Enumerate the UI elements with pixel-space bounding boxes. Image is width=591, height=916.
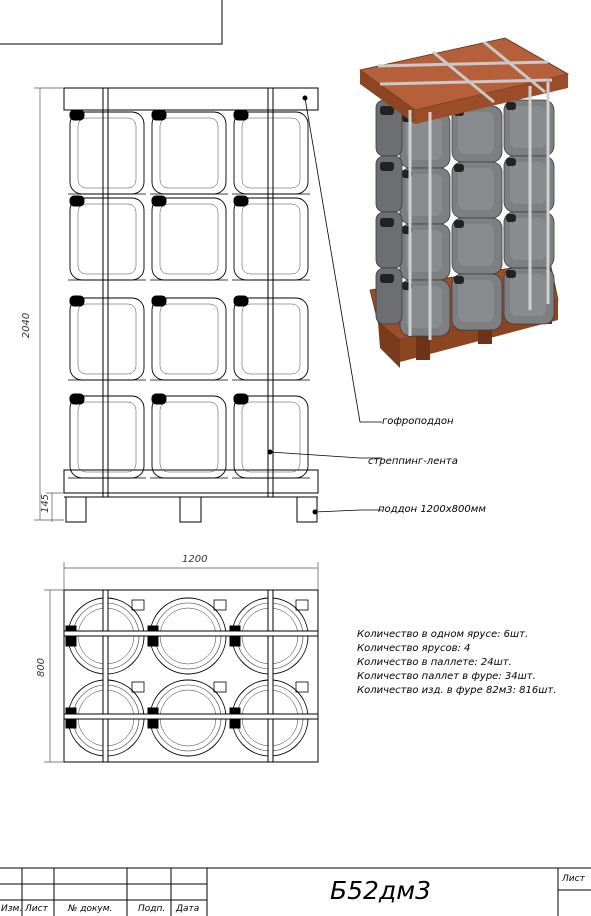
dim-length: 1200 [182, 554, 208, 565]
note-pallets-per-truck: Количество паллет в фуре: 34шт. [357, 671, 536, 682]
top-strap-band-left [103, 590, 108, 762]
iso-canister-stack [376, 100, 554, 336]
iso-canister-side [376, 268, 402, 324]
strap-band-left [103, 88, 108, 497]
note-items-per-truck: Количество изд. в фуре 82м3: 816шт. [357, 685, 557, 696]
note-tiers: Количество ярусов: 4 [357, 643, 471, 654]
leader-corrugated-pad [305, 98, 382, 422]
bottom-corrugated-pad [64, 470, 318, 493]
packing-notes [357, 628, 556, 698]
tb-date: Дата [176, 904, 200, 914]
front-canister [232, 196, 310, 280]
label-strapping-tape: стреппинг-лента [368, 456, 458, 467]
front-canister [68, 196, 146, 280]
iso-canister-side [376, 212, 402, 268]
leader-pallet [315, 510, 382, 512]
iso-canister [452, 162, 502, 218]
top-stamp-frame [0, 0, 222, 44]
dim-height-total: 2040 [21, 312, 33, 339]
dim-pallet-height: 145 [40, 493, 52, 514]
top-view-outline [64, 590, 318, 762]
top-strap-band-right [268, 590, 273, 762]
front-canister [232, 394, 310, 478]
front-canister [150, 110, 228, 194]
front-canister [68, 394, 146, 478]
dim-width: 800 [36, 657, 48, 678]
iso-canister [452, 106, 502, 162]
pallet-foot-middle [180, 497, 201, 522]
iso-canister [452, 218, 502, 274]
tb-list: Лист [25, 904, 48, 914]
iso-canister [452, 274, 502, 330]
front-view [34, 88, 382, 522]
top-corrugated-pad [64, 88, 318, 110]
front-canister [232, 296, 310, 380]
front-canister [150, 394, 228, 478]
note-per-tier: Количество в одном ярусе: 6шт. [357, 629, 529, 640]
front-canister [150, 196, 228, 280]
front-canister [150, 296, 228, 380]
iso-canister [400, 224, 450, 280]
front-canister [232, 110, 310, 194]
tb-doc-no: № докум. [68, 904, 113, 914]
label-pallet: поддон 1200х800мм [378, 504, 486, 515]
tb-sheet: Лист [562, 874, 585, 884]
leader-strapping-tape [270, 452, 382, 458]
pallet-3d-render [360, 38, 568, 368]
front-canister-grid [68, 110, 310, 478]
top-strap-band-upper [64, 631, 318, 636]
tb-izm: Изм. [1, 904, 23, 914]
iso-canister [400, 280, 450, 336]
front-canister [68, 296, 146, 380]
iso-canister-side [376, 156, 402, 212]
top-strap-band-lower [64, 714, 318, 719]
iso-canister [400, 168, 450, 224]
document-code: Б52дм3 [330, 876, 432, 905]
strap-band-right [268, 88, 273, 497]
front-canister [68, 110, 146, 194]
pallet-foot-left [66, 497, 86, 522]
tb-sign: Подп. [138, 904, 166, 914]
top-view [44, 562, 318, 762]
pallet-foot-right [297, 497, 317, 522]
label-corrugated-pad: гофроподдон [382, 416, 454, 427]
note-per-pallet: Количество в паллете: 24шт. [357, 657, 512, 668]
